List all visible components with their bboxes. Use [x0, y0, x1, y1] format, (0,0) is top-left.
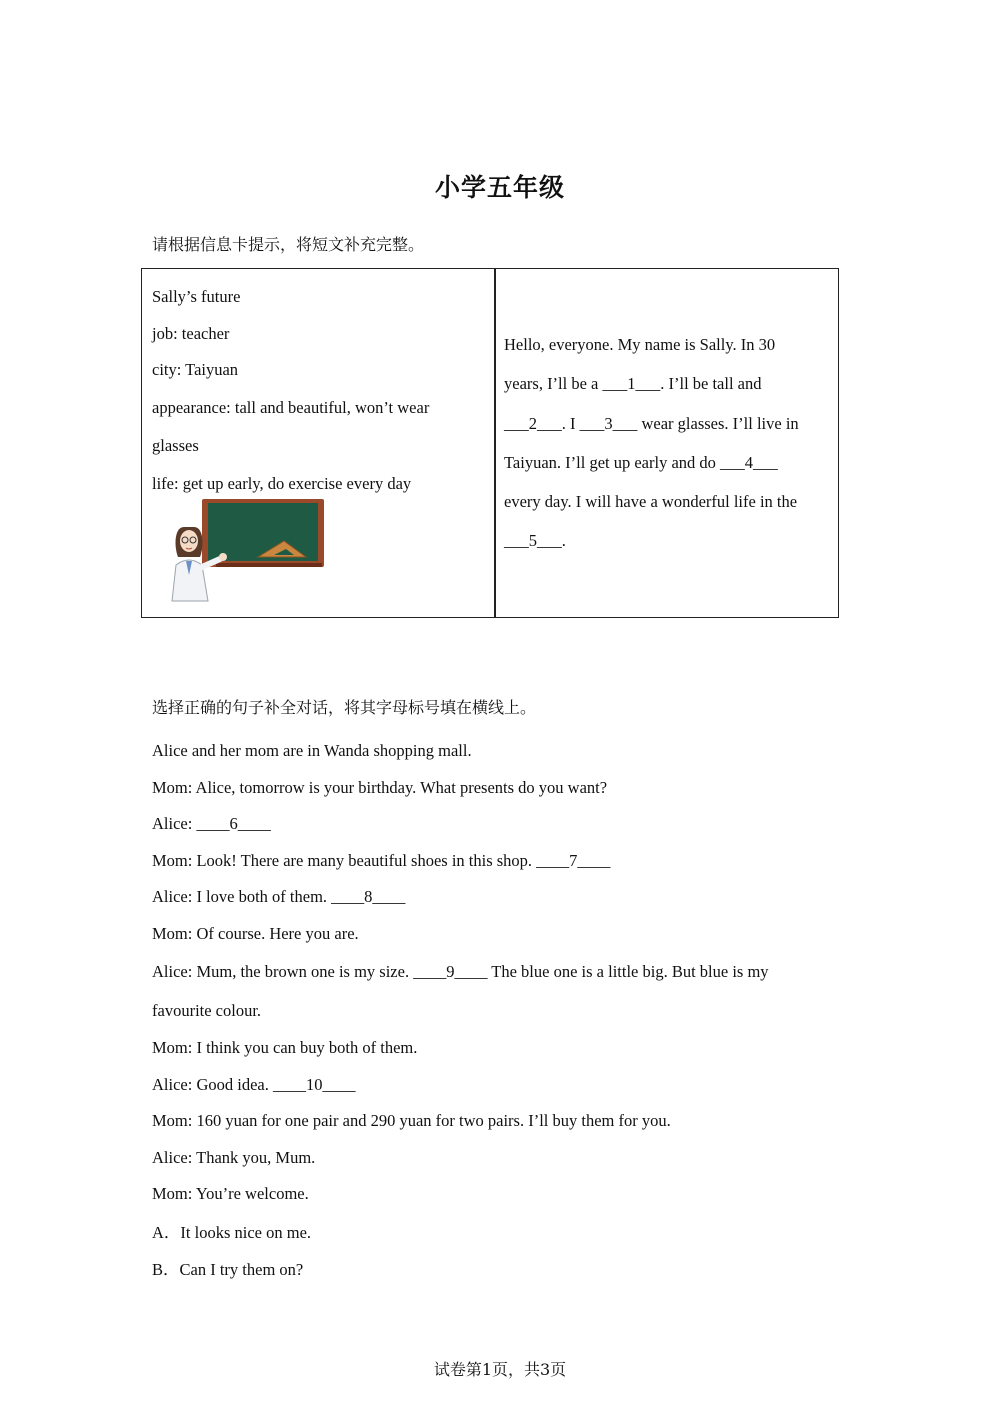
- passage-line: ___2___. I ___3___ wear glasses. I’ll live in: [504, 413, 799, 433]
- section2-instruction: 选择正确的句子补全对话，将其字母标号填在横线上。: [152, 698, 537, 717]
- dialogue-line: Mom: Of course. Here you are.: [152, 923, 359, 943]
- dialogue-line: Mom: You’re welcome.: [152, 1184, 309, 1203]
- dialogue: [152, 733, 852, 1288]
- passage-line: every day. I will have a wonderful life in the: [504, 492, 798, 512]
- option-b: B．Can I try them on?: [152, 1259, 304, 1279]
- card-line: life: get up early, do exercise every day: [152, 473, 412, 493]
- info-card: [152, 279, 482, 502]
- dialogue-line: Mom: Alice, tomorrow is your birthday. What presents do you want?: [152, 777, 608, 797]
- card-line: Sally’s future: [152, 287, 241, 306]
- card-line: glasses: [152, 436, 199, 455]
- dialogue-line: Mom: I think you can buy both of them.: [152, 1038, 418, 1057]
- card-line: appearance: tall and beautiful, won’t wear: [152, 397, 430, 417]
- table-divider: [494, 269, 496, 617]
- dialogue-line: Alice: I love both of them. ____8____: [152, 887, 406, 906]
- page-title: 小学五年级: [434, 173, 565, 202]
- section1-instruction: 请根据信息卡提示，将短文补充完整。: [152, 235, 425, 254]
- passage-line: ___5___.: [504, 531, 566, 551]
- dialogue-line: Alice: Thank you, Mum.: [152, 1147, 316, 1167]
- card-line: city: Taiyuan: [152, 360, 239, 379]
- card-line: job: teacher: [152, 323, 230, 343]
- dialogue-line: Alice and her mom are in Wanda shopping mall.: [152, 741, 472, 760]
- info-card-table: [141, 268, 839, 618]
- passage: [504, 325, 830, 561]
- option-a: A．It looks nice on me.: [152, 1222, 312, 1242]
- dialogue-line: Alice: Mum, the brown one is my size. ____9____ The blue one is a little big. But blue is my: [152, 962, 769, 981]
- passage-line: Taiyuan. I’ll get up early and do ___4___: [504, 452, 778, 472]
- teacher-blackboard-illustration: [166, 497, 328, 603]
- dialogue-line: Alice: Good idea. ____10____: [152, 1074, 356, 1094]
- dialogue-line: favourite colour.: [152, 1001, 262, 1020]
- page-footer: 试卷第1页，共3页: [433, 1360, 567, 1379]
- passage-line: years, I’ll be a ___1___. I’ll be tall and: [504, 374, 762, 394]
- dialogue-line: Mom: 160 yuan for one pair and 290 yuan for two pairs. I’ll buy them for you.: [152, 1111, 671, 1130]
- blackboard: [208, 503, 318, 561]
- passage-line: Hello, everyone. My name is Sally. In 30: [504, 335, 776, 354]
- chalk-tray: [216, 563, 322, 567]
- dialogue-line: Mom: Look! There are many beautiful shoes in this shop. ____7____: [152, 850, 611, 870]
- dialogue-line: Alice: ____6____: [152, 814, 271, 833]
